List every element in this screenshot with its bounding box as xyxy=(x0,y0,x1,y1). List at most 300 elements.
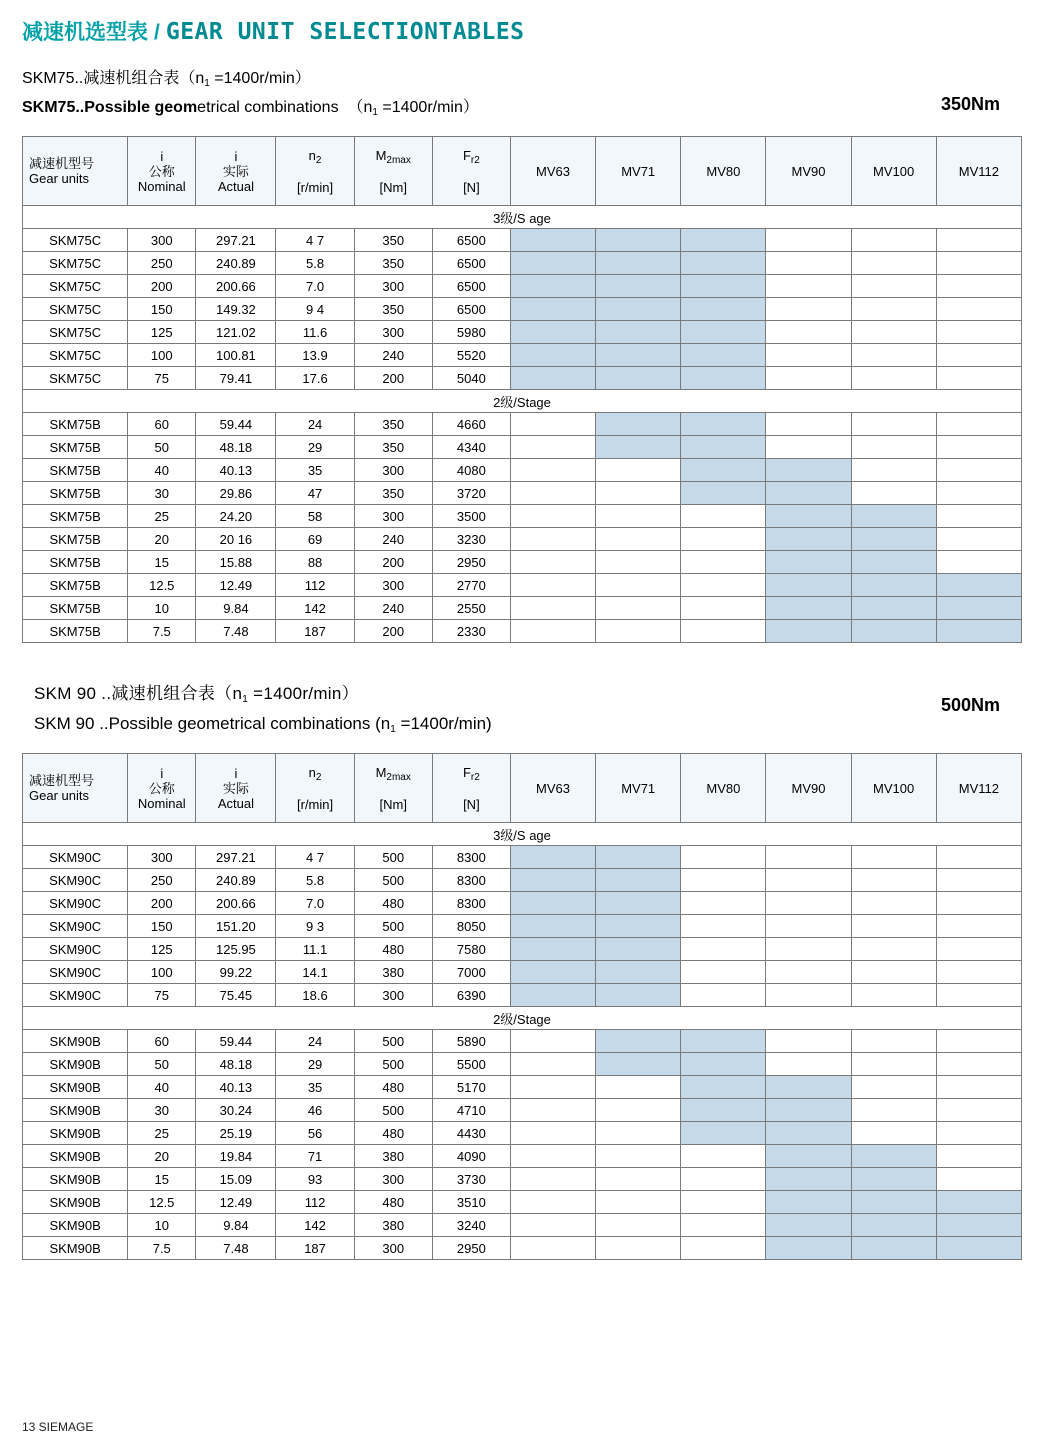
cell-motor-mv90-available xyxy=(766,1122,851,1145)
table-row xyxy=(23,846,1022,869)
cell-fr2: 3730 xyxy=(432,1168,510,1191)
cell-fr2: 4430 xyxy=(432,1122,510,1145)
table-row xyxy=(23,892,1022,915)
cell-motor-mv100 xyxy=(851,1053,936,1076)
cell-gear-unit: SKM75B xyxy=(23,574,128,597)
cell-motor-mv112-available xyxy=(936,597,1021,620)
cell-i-actual: 240.89 xyxy=(196,252,276,275)
cell-motor-mv112 xyxy=(936,551,1021,574)
cell-motor-mv100 xyxy=(851,252,936,275)
cell-motor-mv80-available xyxy=(681,367,766,390)
cell-motor-mv71 xyxy=(596,1168,681,1191)
table-row xyxy=(23,551,1022,574)
cell-motor-mv71-available xyxy=(596,869,681,892)
cell-m2max: 500 xyxy=(354,1099,432,1122)
cell-motor-mv80 xyxy=(681,1214,766,1237)
table-row xyxy=(23,597,1022,620)
cell-motor-mv63-available xyxy=(510,252,595,275)
cell-m2max: 480 xyxy=(354,1122,432,1145)
cell-motor-mv90 xyxy=(766,984,851,1007)
cell-motor-mv63 xyxy=(510,1122,595,1145)
cell-n2: 24 xyxy=(276,1030,354,1053)
cell-motor-mv100 xyxy=(851,321,936,344)
cell-m2max: 240 xyxy=(354,597,432,620)
cell-n2: 112 xyxy=(276,574,354,597)
column-header-motor-mv71: MV71 xyxy=(596,754,681,823)
table-row xyxy=(23,367,1022,390)
cell-i-nominal: 150 xyxy=(128,298,196,321)
cell-fr2: 8300 xyxy=(432,869,510,892)
cell-motor-mv80 xyxy=(681,551,766,574)
cell-i-nominal: 10 xyxy=(128,1214,196,1237)
cell-i-nominal: 75 xyxy=(128,367,196,390)
column-header-motor-mv63: MV63 xyxy=(510,754,595,823)
cell-motor-mv80 xyxy=(681,984,766,1007)
table-row xyxy=(23,459,1022,482)
cell-i-nominal: 100 xyxy=(128,344,196,367)
cell-fr2: 4660 xyxy=(432,413,510,436)
cell-n2: 4 7 xyxy=(276,846,354,869)
cell-motor-mv100 xyxy=(851,275,936,298)
cell-motor-mv100 xyxy=(851,413,936,436)
cell-motor-mv90-available xyxy=(766,574,851,597)
section1-torque-rating: 350Nm xyxy=(940,94,1000,114)
cell-motor-mv80-available xyxy=(681,344,766,367)
cell-m2max: 350 xyxy=(354,229,432,252)
cell-gear-unit: SKM90C xyxy=(23,938,128,961)
cell-n2: 24 xyxy=(276,413,354,436)
cell-fr2: 5040 xyxy=(432,367,510,390)
cell-motor-mv71 xyxy=(596,551,681,574)
cell-motor-mv90-available xyxy=(766,505,851,528)
cell-motor-mv100 xyxy=(851,846,936,869)
cell-motor-mv90-available xyxy=(766,1237,851,1260)
cell-n2: 69 xyxy=(276,528,354,551)
column-header-i-actual: i 实际 Actual xyxy=(196,137,276,206)
cell-i-actual: 200.66 xyxy=(196,275,276,298)
cell-motor-mv112-available xyxy=(936,574,1021,597)
cell-m2max: 480 xyxy=(354,938,432,961)
cell-n2: 7.0 xyxy=(276,892,354,915)
cell-i-nominal: 150 xyxy=(128,915,196,938)
cell-gear-unit: SKM75C xyxy=(23,298,128,321)
cell-motor-mv71-available xyxy=(596,1053,681,1076)
cell-motor-mv112 xyxy=(936,229,1021,252)
cell-n2: 35 xyxy=(276,1076,354,1099)
cell-i-actual: 59.44 xyxy=(196,1030,276,1053)
cell-gear-unit: SKM90C xyxy=(23,961,128,984)
cell-m2max: 350 xyxy=(354,252,432,275)
cell-m2max: 300 xyxy=(354,1237,432,1260)
table-row xyxy=(23,1237,1022,1260)
cell-motor-mv112 xyxy=(936,1099,1021,1122)
cell-motor-mv112-available xyxy=(936,1214,1021,1237)
cell-i-nominal: 7.5 xyxy=(128,1237,196,1260)
table-row xyxy=(23,1030,1022,1053)
cell-fr2: 6500 xyxy=(432,275,510,298)
cell-motor-mv90-available xyxy=(766,459,851,482)
cell-motor-mv71 xyxy=(596,1076,681,1099)
column-header-gear-units: 减速机型号 Gear units xyxy=(23,137,128,206)
cell-motor-mv90 xyxy=(766,252,851,275)
cell-motor-mv63 xyxy=(510,1168,595,1191)
stage-group-label: 2级/Stage xyxy=(23,1007,1022,1030)
cell-m2max: 350 xyxy=(354,413,432,436)
cell-motor-mv112 xyxy=(936,344,1021,367)
cell-gear-unit: SKM75C xyxy=(23,229,128,252)
cell-i-actual: 29.86 xyxy=(196,482,276,505)
cell-fr2: 7000 xyxy=(432,961,510,984)
table-body xyxy=(23,823,1022,1260)
cell-motor-mv80-available xyxy=(681,252,766,275)
cell-gear-unit: SKM75C xyxy=(23,275,128,298)
cell-i-actual: 9.84 xyxy=(196,1214,276,1237)
cell-i-nominal: 125 xyxy=(128,938,196,961)
cell-gear-unit: SKM75C xyxy=(23,321,128,344)
cell-motor-mv90 xyxy=(766,436,851,459)
cell-motor-mv90 xyxy=(766,938,851,961)
cell-motor-mv80 xyxy=(681,915,766,938)
cell-fr2: 2950 xyxy=(432,1237,510,1260)
column-header-gear-units: 减速机型号 Gear units xyxy=(23,754,128,823)
cell-m2max: 300 xyxy=(354,459,432,482)
table-row xyxy=(23,436,1022,459)
table-row xyxy=(23,275,1022,298)
cell-motor-mv100 xyxy=(851,915,936,938)
cell-motor-mv71-available xyxy=(596,892,681,915)
cell-motor-mv80-available xyxy=(681,275,766,298)
cell-motor-mv100 xyxy=(851,482,936,505)
cell-m2max: 200 xyxy=(354,620,432,643)
cell-n2: 9 4 xyxy=(276,298,354,321)
cell-motor-mv71 xyxy=(596,482,681,505)
column-header-fr2: $F_{r2}$ [N] xyxy=(432,137,510,206)
cell-motor-mv100 xyxy=(851,938,936,961)
cell-m2max: 300 xyxy=(354,984,432,1007)
cell-i-nominal: 75 xyxy=(128,984,196,1007)
table-row xyxy=(23,1053,1022,1076)
cell-gear-unit: SKM75B xyxy=(23,551,128,574)
cell-n2: 35 xyxy=(276,459,354,482)
cell-gear-unit: SKM90B xyxy=(23,1099,128,1122)
cell-motor-mv80-available xyxy=(681,1099,766,1122)
cell-fr2: 4090 xyxy=(432,1145,510,1168)
table-row xyxy=(23,1076,1022,1099)
cell-gear-unit: SKM90C xyxy=(23,869,128,892)
cell-motor-mv90-available xyxy=(766,597,851,620)
cell-n2: 71 xyxy=(276,1145,354,1168)
table-row xyxy=(23,1214,1022,1237)
column-header-m2max: $M_{2max}$ [Nm] xyxy=(354,137,432,206)
cell-i-nominal: 7.5 xyxy=(128,620,196,643)
cell-motor-mv80 xyxy=(681,1168,766,1191)
cell-motor-mv90 xyxy=(766,846,851,869)
table-row xyxy=(23,1122,1022,1145)
cell-motor-mv71-available xyxy=(596,846,681,869)
cell-motor-mv63 xyxy=(510,436,595,459)
cell-motor-mv100 xyxy=(851,1076,936,1099)
cell-motor-mv80 xyxy=(681,505,766,528)
cell-motor-mv90-available xyxy=(766,1214,851,1237)
cell-motor-mv100 xyxy=(851,984,936,1007)
cell-motor-mv112 xyxy=(936,482,1021,505)
cell-n2: 187 xyxy=(276,1237,354,1260)
cell-motor-mv112 xyxy=(936,961,1021,984)
cell-motor-mv71 xyxy=(596,1099,681,1122)
cell-motor-mv71-available xyxy=(596,344,681,367)
table-row xyxy=(23,413,1022,436)
cell-motor-mv80 xyxy=(681,938,766,961)
cell-gear-unit: SKM90B xyxy=(23,1030,128,1053)
table-row xyxy=(23,528,1022,551)
cell-i-nominal: 30 xyxy=(128,482,196,505)
cell-motor-mv71 xyxy=(596,528,681,551)
cell-i-nominal: 30 xyxy=(128,1099,196,1122)
cell-n2: 93 xyxy=(276,1168,354,1191)
cell-motor-mv71 xyxy=(596,459,681,482)
cell-gear-unit: SKM90B xyxy=(23,1191,128,1214)
cell-n2: 4 7 xyxy=(276,229,354,252)
cell-motor-mv63-available xyxy=(510,367,595,390)
section1-title-cn xyxy=(22,68,1022,92)
cell-i-actual: 7.48 xyxy=(196,620,276,643)
cell-motor-mv71-available xyxy=(596,1030,681,1053)
cell-i-actual: 9.84 xyxy=(196,597,276,620)
column-header-motor-mv90: MV90 xyxy=(766,754,851,823)
cell-motor-mv63 xyxy=(510,1191,595,1214)
cell-motor-mv100 xyxy=(851,229,936,252)
cell-fr2: 3500 xyxy=(432,505,510,528)
cell-motor-mv90 xyxy=(766,869,851,892)
column-header-motor-mv90: MV90 xyxy=(766,137,851,206)
cell-motor-mv112 xyxy=(936,528,1021,551)
section1-title-en-tail-suffix: =1400r/min） xyxy=(377,99,479,116)
cell-i-actual: 297.21 xyxy=(196,229,276,252)
cell-i-actual: 20 16 xyxy=(196,528,276,551)
cell-gear-unit: SKM90C xyxy=(23,846,128,869)
cell-m2max: 350 xyxy=(354,298,432,321)
cell-fr2: 8300 xyxy=(432,892,510,915)
cell-motor-mv63 xyxy=(510,459,595,482)
cell-motor-mv63-available xyxy=(510,892,595,915)
cell-motor-mv63 xyxy=(510,1053,595,1076)
cell-motor-mv63-available xyxy=(510,229,595,252)
column-header-motor-mv112: MV112 xyxy=(936,754,1021,823)
cell-gear-unit: SKM90B xyxy=(23,1214,128,1237)
cell-motor-mv112 xyxy=(936,1122,1021,1145)
cell-i-actual: 125.95 xyxy=(196,938,276,961)
column-header-motor-mv100: MV100 xyxy=(851,754,936,823)
cell-motor-mv80 xyxy=(681,869,766,892)
cell-motor-mv80 xyxy=(681,1237,766,1260)
cell-motor-mv112-available xyxy=(936,1191,1021,1214)
cell-m2max: 480 xyxy=(354,892,432,915)
section2-title-en-tail-suffix: =1400r/min) xyxy=(395,714,492,733)
cell-motor-mv63 xyxy=(510,574,595,597)
cell-motor-mv112 xyxy=(936,984,1021,1007)
column-header-n2: $n_2$ [r/min] xyxy=(276,137,354,206)
cell-motor-mv63-available xyxy=(510,915,595,938)
cell-fr2: 7580 xyxy=(432,938,510,961)
cell-motor-mv90-available xyxy=(766,1099,851,1122)
cell-i-nominal: 100 xyxy=(128,961,196,984)
cell-motor-mv80-available xyxy=(681,1076,766,1099)
cell-i-nominal: 25 xyxy=(128,1122,196,1145)
cell-motor-mv112 xyxy=(936,252,1021,275)
cell-motor-mv63-available xyxy=(510,984,595,1007)
cell-i-nominal: 60 xyxy=(128,1030,196,1053)
cell-motor-mv112 xyxy=(936,505,1021,528)
cell-motor-mv100 xyxy=(851,436,936,459)
cell-motor-mv100-available xyxy=(851,620,936,643)
cell-fr2: 2950 xyxy=(432,551,510,574)
table-row xyxy=(23,574,1022,597)
cell-motor-mv71-available xyxy=(596,413,681,436)
cell-n2: 142 xyxy=(276,597,354,620)
cell-motor-mv80 xyxy=(681,597,766,620)
cell-motor-mv112 xyxy=(936,321,1021,344)
cell-i-actual: 30.24 xyxy=(196,1099,276,1122)
cell-motor-mv80-available xyxy=(681,229,766,252)
cell-motor-mv100 xyxy=(851,298,936,321)
section1-title-cn-sub: 1 xyxy=(204,78,210,89)
table-row xyxy=(23,505,1022,528)
cell-motor-mv80 xyxy=(681,1191,766,1214)
cell-motor-mv63 xyxy=(510,1145,595,1168)
cell-motor-mv100-available xyxy=(851,551,936,574)
cell-motor-mv100-available xyxy=(851,1191,936,1214)
table-row xyxy=(23,229,1022,252)
cell-motor-mv80 xyxy=(681,574,766,597)
cell-motor-mv71 xyxy=(596,1237,681,1260)
cell-motor-mv100-available xyxy=(851,574,936,597)
cell-motor-mv71 xyxy=(596,574,681,597)
cell-motor-mv71 xyxy=(596,620,681,643)
cell-gear-unit: SKM75B xyxy=(23,436,128,459)
cell-m2max: 500 xyxy=(354,1030,432,1053)
cell-motor-mv112 xyxy=(936,367,1021,390)
cell-i-actual: 40.13 xyxy=(196,459,276,482)
section2-title-cn xyxy=(22,683,1022,708)
cell-motor-mv90-available xyxy=(766,620,851,643)
cell-motor-mv80-available xyxy=(681,482,766,505)
cell-i-nominal: 200 xyxy=(128,892,196,915)
cell-motor-mv63-available xyxy=(510,938,595,961)
page-footer: 13 SIEMAGE xyxy=(22,1420,94,1434)
table-row xyxy=(23,961,1022,984)
cell-n2: 14.1 xyxy=(276,961,354,984)
section1-title-cn-suffix: =1400r/min） xyxy=(209,70,311,87)
cell-motor-mv100 xyxy=(851,367,936,390)
cell-motor-mv112 xyxy=(936,298,1021,321)
section1-title-en xyxy=(22,96,1022,122)
cell-fr2: 3240 xyxy=(432,1214,510,1237)
cell-gear-unit: SKM90B xyxy=(23,1237,128,1260)
cell-i-nominal: 20 xyxy=(128,1145,196,1168)
cell-motor-mv112 xyxy=(936,275,1021,298)
cell-i-actual: 75.45 xyxy=(196,984,276,1007)
cell-n2: 58 xyxy=(276,505,354,528)
cell-motor-mv63-available xyxy=(510,321,595,344)
cell-n2: 7.0 xyxy=(276,275,354,298)
cell-motor-mv112 xyxy=(936,892,1021,915)
cell-motor-mv63-available xyxy=(510,275,595,298)
header-separator: / xyxy=(154,21,160,44)
cell-fr2: 4080 xyxy=(432,459,510,482)
cell-gear-unit: SKM90B xyxy=(23,1122,128,1145)
cell-fr2: 2330 xyxy=(432,620,510,643)
cell-m2max: 200 xyxy=(354,367,432,390)
cell-motor-mv71-available xyxy=(596,298,681,321)
cell-i-actual: 151.20 xyxy=(196,915,276,938)
column-header-i-actual: i 实际 Actual xyxy=(196,754,276,823)
cell-m2max: 350 xyxy=(354,482,432,505)
cell-m2max: 480 xyxy=(354,1191,432,1214)
cell-fr2: 6500 xyxy=(432,252,510,275)
cell-n2: 29 xyxy=(276,436,354,459)
cell-motor-mv71 xyxy=(596,505,681,528)
cell-motor-mv80-available xyxy=(681,298,766,321)
table-row xyxy=(23,1168,1022,1191)
cell-motor-mv90 xyxy=(766,1030,851,1053)
cell-motor-mv112 xyxy=(936,436,1021,459)
cell-fr2: 4710 xyxy=(432,1099,510,1122)
cell-i-nominal: 300 xyxy=(128,229,196,252)
cell-motor-mv100 xyxy=(851,1099,936,1122)
cell-motor-mv71-available xyxy=(596,938,681,961)
cell-m2max: 350 xyxy=(354,436,432,459)
cell-gear-unit: SKM75C xyxy=(23,367,128,390)
section1-title-en-tail-sub: 1 xyxy=(372,107,378,118)
cell-fr2: 3720 xyxy=(432,482,510,505)
cell-motor-mv100-available xyxy=(851,505,936,528)
header-title-cn: 减速机选型表 xyxy=(22,21,148,44)
cell-motor-mv100 xyxy=(851,459,936,482)
cell-fr2: 3510 xyxy=(432,1191,510,1214)
cell-motor-mv90-available xyxy=(766,551,851,574)
document-header xyxy=(22,0,1022,46)
cell-i-actual: 7.48 xyxy=(196,1237,276,1260)
cell-n2: 17.6 xyxy=(276,367,354,390)
cell-motor-mv71-available xyxy=(596,436,681,459)
cell-i-nominal: 250 xyxy=(128,869,196,892)
cell-motor-mv90-available xyxy=(766,1191,851,1214)
table-row xyxy=(23,321,1022,344)
cell-i-nominal: 10 xyxy=(128,597,196,620)
section2-title-cn-sub: 1 xyxy=(242,694,249,705)
table-row xyxy=(23,298,1022,321)
cell-motor-mv100 xyxy=(851,892,936,915)
cell-motor-mv90 xyxy=(766,344,851,367)
column-header-motor-mv80: MV80 xyxy=(681,754,766,823)
cell-fr2: 6500 xyxy=(432,229,510,252)
cell-fr2: 5170 xyxy=(432,1076,510,1099)
section2-title-en-tail-prefix: (n xyxy=(375,714,391,733)
cell-gear-unit: SKM75B xyxy=(23,413,128,436)
cell-motor-mv112-available xyxy=(936,1237,1021,1260)
cell-i-nominal: 60 xyxy=(128,413,196,436)
stage-group-label: 3级/S age xyxy=(23,206,1022,229)
cell-gear-unit: SKM90C xyxy=(23,915,128,938)
section-skm75-titles xyxy=(22,68,1022,122)
cell-gear-unit: SKM90C xyxy=(23,984,128,1007)
cell-i-actual: 121.02 xyxy=(196,321,276,344)
table-row xyxy=(23,938,1022,961)
cell-motor-mv112 xyxy=(936,1030,1021,1053)
stage-group-label: 3级/S age xyxy=(23,823,1022,846)
cell-motor-mv100-available xyxy=(851,1168,936,1191)
table-row xyxy=(23,344,1022,367)
